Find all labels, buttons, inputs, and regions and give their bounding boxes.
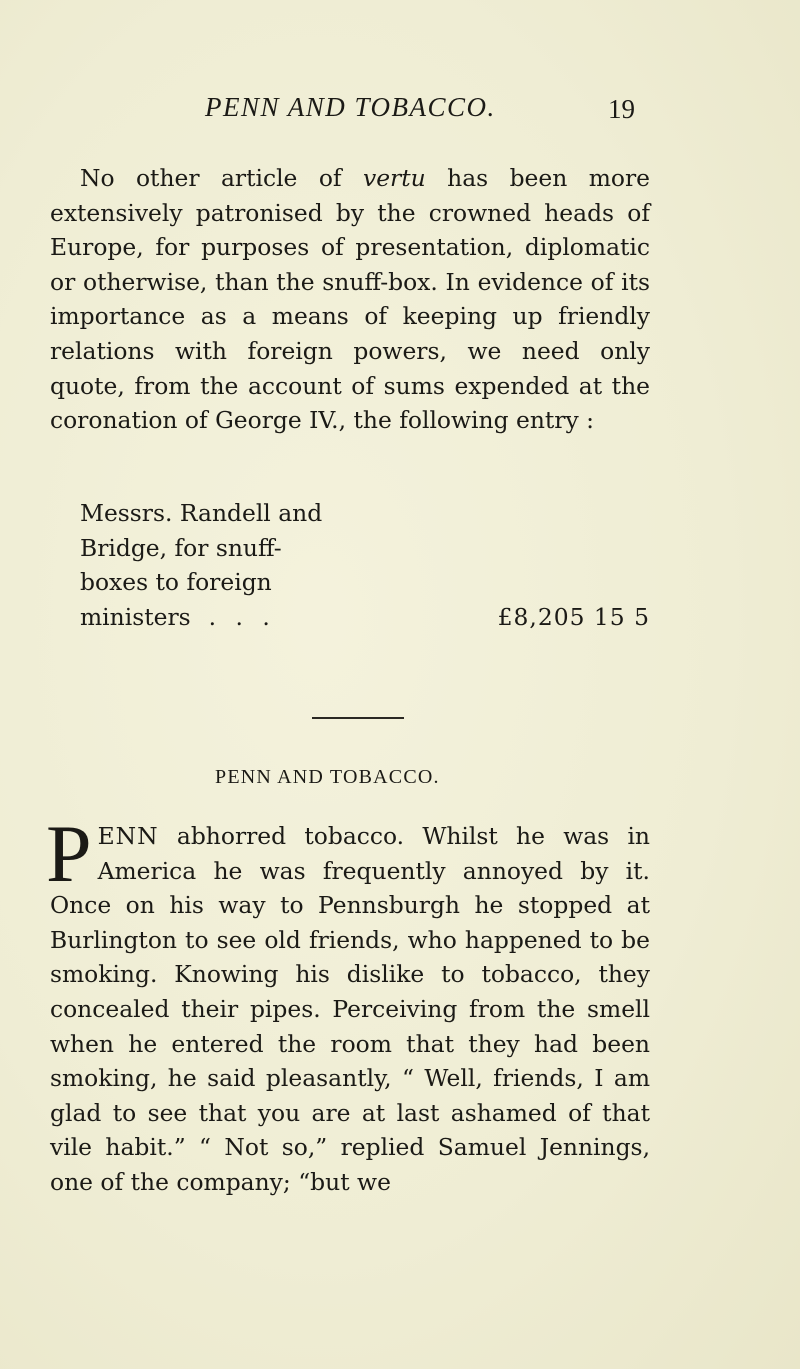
ledger-entry-leader-dots: . . . <box>208 602 276 631</box>
ledger-entry-line-3: boxes to foreign <box>80 568 272 597</box>
paragraph-penn-body: abhorred tobacco. Whilst he was in America he was frequently annoyed by it. Once on his way to Pennsburgh he stopped at Burlington to see old friends, who happened to be smoking. Knowing his dislike to tobacco, they concealed their pipes. Perceiving from the smell when he entered the room that they had been smoking, he said pleasantly, “ Well, friends, I am glad to see that you are at last ashamed of that vile habit.” “ Not so,” replied Samuel Jennings, one of the company; “but we <box>50 822 650 1196</box>
section-title: PENN AND TOBACCO. <box>215 766 440 788</box>
paragraph-penn <box>46 808 650 1200</box>
paragraph-snuff-box-lead: No other article of <box>80 164 363 192</box>
italic-word-vertu: vertu <box>363 164 426 192</box>
ledger-entry-line-1: Messrs. Randell and <box>80 499 323 527</box>
page-number: 19 <box>608 94 635 124</box>
ledger-entry <box>80 496 660 634</box>
paragraph-penn-first-word: ENN <box>97 822 159 850</box>
ledger-entry-label: ministers <box>80 602 191 631</box>
ledger-entry-amount-row <box>80 600 650 635</box>
running-head-title: PENN AND TOBACCO. <box>205 92 496 122</box>
ledger-entry-amount: £8,205 15 5 <box>497 602 650 631</box>
paragraph-snuff-box <box>50 161 650 438</box>
section-divider-rule <box>312 717 404 719</box>
ledger-entry-line-2: Bridge, for snuff- <box>80 533 282 562</box>
paragraph-snuff-box-body: has been more extensively patronised by the crowned heads of Europe, for purposes of presentation, diplomatic or otherwise, than the snuff-box. In evidence of its importance as a means of keeping up friendly relations with foreign powers, we need only quote, from the account of sums expended at the coronation of George IV., the following entry : <box>50 164 650 435</box>
drop-cap: P <box>46 808 92 899</box>
